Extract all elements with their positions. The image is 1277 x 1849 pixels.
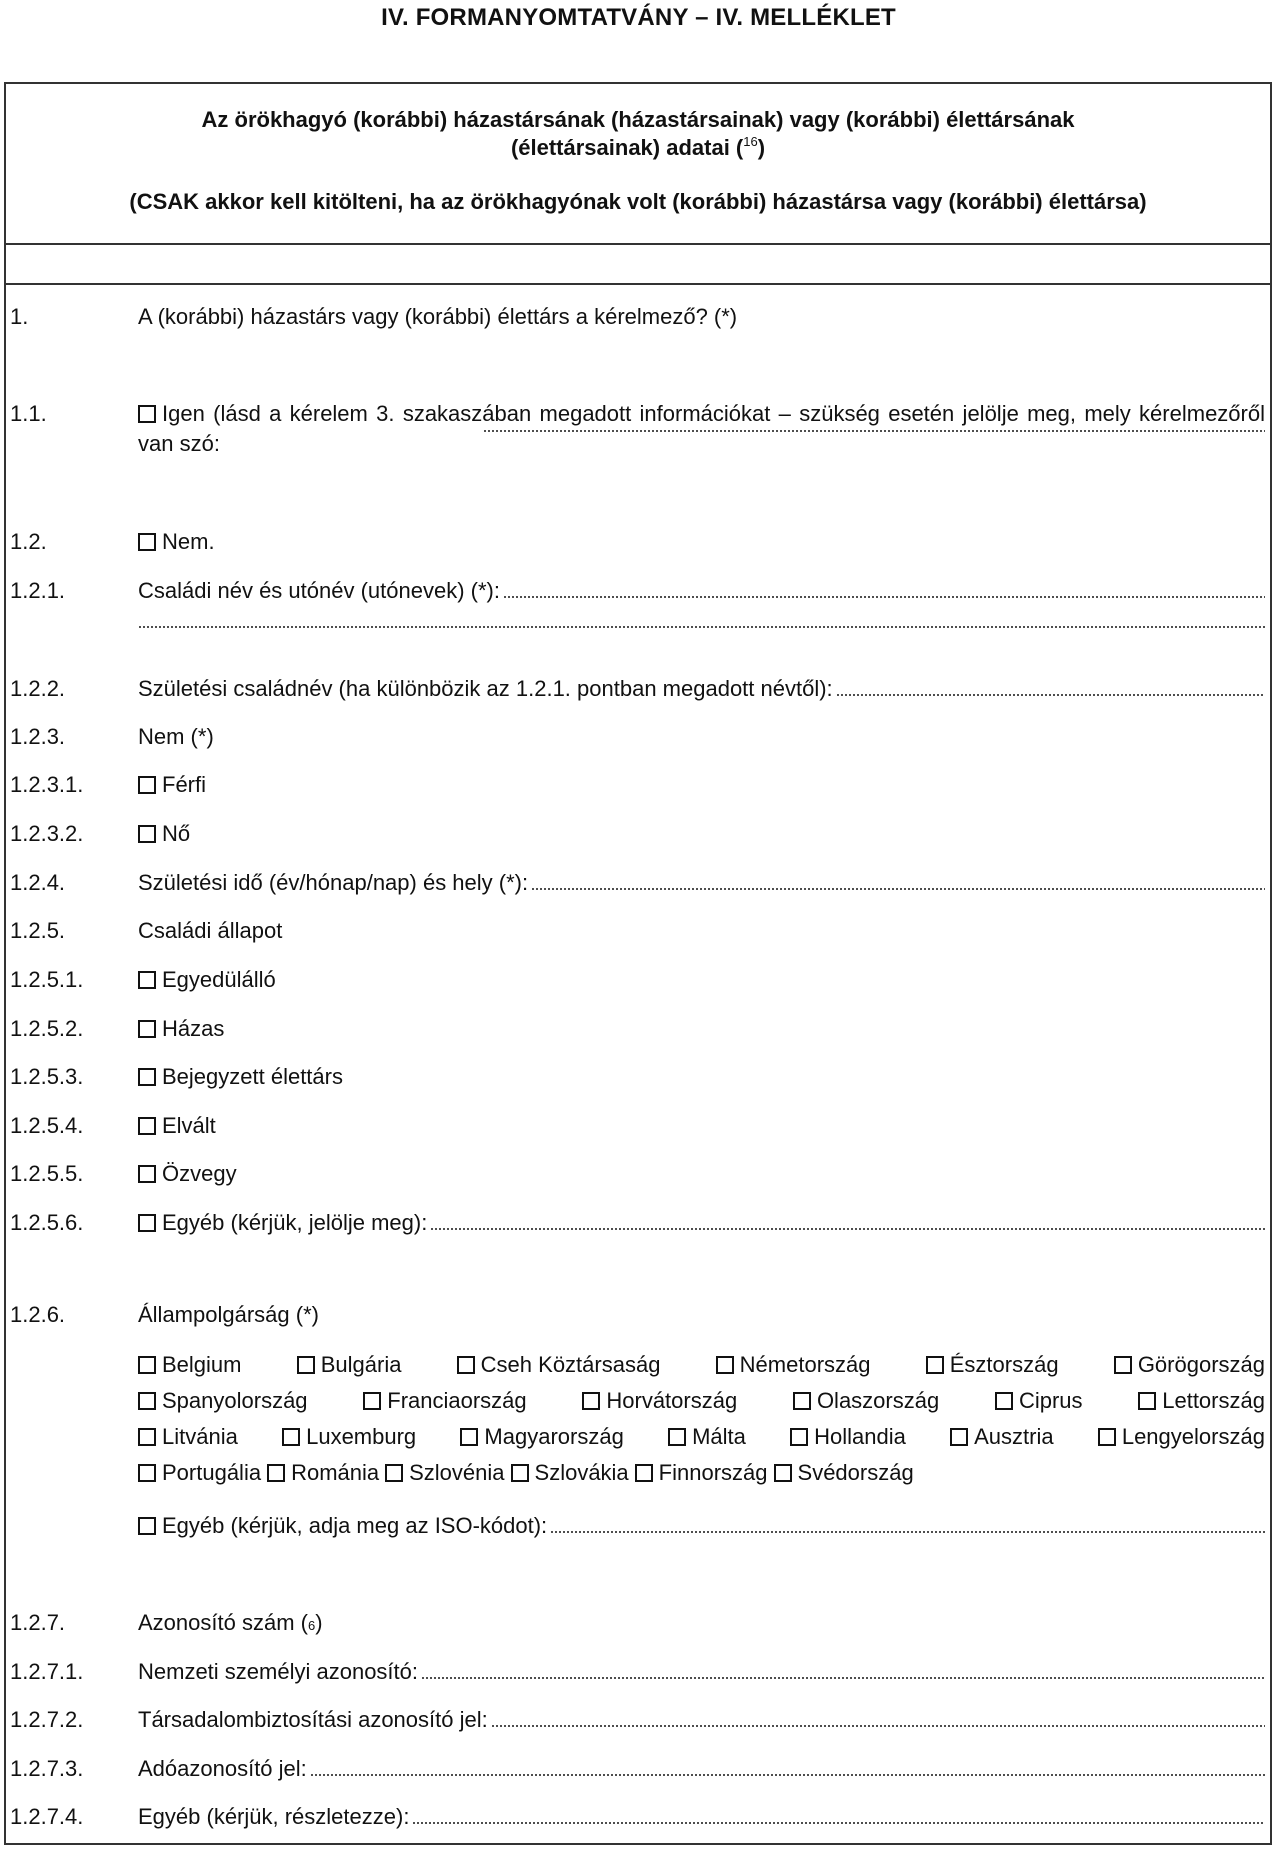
item-number: 1.2.5.4. [10,1113,84,1138]
country-row-1 [138,1349,1265,1381]
item-number: 1.2.7.4. [10,1804,84,1829]
item-label: Állampolgárság (*) [138,1302,319,1327]
country-label: Lengyelország [1121,1424,1265,1449]
item-number: 1.2.5.6. [10,1210,84,1235]
checkbox-male[interactable] [138,776,156,794]
item-number: 1.2.5.5. [10,1161,84,1186]
country-option [1114,1349,1265,1381]
country-row-3 [138,1421,1265,1453]
item-label: Elvált [162,1113,216,1138]
country-option [138,1457,261,1489]
divider [4,283,1272,285]
section-instruction: (CSAK akkor kell kitölteni, ha az örökhagyónak volt (korábbi) házastársa vagy (korábbi) élettársa) [129,189,1147,214]
item-label: A (korábbi) házastárs vagy (korábbi) élettárs a kérelmező? (*) [138,304,738,329]
fill-line-birth-name[interactable] [836,693,1265,697]
option-male [0,770,1277,800]
question-1-2-7-1 [0,1657,1277,1687]
item-number: 1.2.3. [10,724,66,749]
item-number: 1.2.3.2. [10,821,84,846]
option-single [0,965,1277,995]
checkbox-country[interactable] [385,1464,403,1482]
item-label: Házas [162,1016,225,1041]
checkbox-divorced[interactable] [138,1117,156,1135]
country-option [1138,1385,1265,1417]
country-option [926,1349,1059,1381]
country-option [457,1349,661,1381]
item-label: Egyéb (kérjük, jelölje meg): [162,1210,428,1235]
question-1-2 [0,527,1277,557]
country-option [790,1421,906,1453]
country-label: Észtország [949,1352,1059,1377]
country-option [282,1421,416,1453]
country-option [950,1421,1053,1453]
option-female [0,819,1277,849]
question-1-2-7-4 [0,1802,1277,1832]
item-number: 1.2. [10,529,47,554]
option-married [0,1014,1277,1044]
country-option [460,1421,623,1453]
checkbox-country[interactable] [138,1464,156,1482]
item-label: Bejegyzett élettárs [162,1064,343,1089]
country-label: Svédország [797,1460,914,1485]
question-1 [0,302,1277,332]
checkbox-married[interactable] [138,1020,156,1038]
country-label: Franciaország [387,1388,527,1413]
item-number: 1.2.2. [10,676,66,701]
country-option [363,1385,526,1417]
country-option [511,1457,629,1489]
checkbox-country[interactable] [716,1356,734,1374]
country-option [138,1349,241,1381]
item-label: Nő [162,821,191,846]
question-1-2-7: 1.2.7. Azonosító szám ( 6 ) [0,1608,1277,1638]
checkbox-country[interactable] [1098,1428,1116,1446]
item-number: 1.2.5.2. [10,1016,84,1041]
checkbox-country[interactable] [457,1356,475,1374]
item-label: Születési idő (év/hónap/nap) és hely (*): [138,870,529,895]
checkbox-country[interactable] [138,1392,156,1410]
option-widowed [0,1159,1277,1189]
checkbox-country[interactable] [138,1428,156,1446]
country-label: Málta [692,1424,746,1449]
item-label: Családi név és utónév (utónevek) (*): [138,578,500,603]
checkbox-other-nationality[interactable] [138,1517,156,1535]
fill-line-other-id[interactable] [412,1821,1265,1825]
country-label: Litvánia [162,1424,238,1449]
form-frame [4,82,1272,1845]
option-other-nationality [0,1511,1277,1541]
item-label: Társadalombiztosítási azonosító jel: [138,1707,488,1732]
item-label: Nem. [162,529,215,554]
fill-line-other-status[interactable] [430,1227,1265,1231]
question-1-2-7-2 [0,1705,1277,1735]
item-number: 1.2.3.1. [10,772,84,797]
country-label: Szlovénia [409,1460,505,1485]
country-label: Belgium [162,1352,242,1377]
fill-line-iso-code[interactable] [550,1530,1265,1534]
section-heading-line1: Az örökhagyó (korábbi) házastársának (házastársainak) vagy (korábbi) élettársának [201,107,1075,132]
country-option [716,1349,871,1381]
question-1-2-4 [0,868,1277,898]
item-number: 1.2.7.2. [10,1707,84,1732]
country-label: Olaszország [816,1388,940,1413]
country-option [995,1385,1083,1417]
item-number: 1.2.5.3. [10,1064,84,1089]
option-divorced [0,1111,1277,1141]
item-number: 1.2.5.1. [10,967,84,992]
checkbox-registered-partner[interactable] [138,1068,156,1086]
checkbox-country[interactable] [774,1464,792,1482]
checkbox-country[interactable] [995,1392,1013,1410]
country-option [385,1457,504,1489]
checkbox-country[interactable] [668,1428,686,1446]
country-row-4 [138,1457,1265,1489]
item-label: Nem (*) [138,724,214,749]
country-option [138,1385,308,1417]
checkbox-country[interactable] [582,1392,600,1410]
country-option [635,1457,768,1489]
item-label: Egyéb (kérjük, részletezze): [138,1804,410,1829]
fill-line-tax-id[interactable] [310,1773,1265,1777]
country-option [793,1385,939,1417]
country-label: Hollandia [814,1424,906,1449]
country-label: Románia [291,1460,380,1485]
section-heading-line2-text: (élettársainak) adatai ( [510,135,744,160]
checkbox-country[interactable] [635,1464,653,1482]
section-heading-line2 [4,134,1272,162]
question-1-2-2 [0,674,1277,704]
fill-line-applicant[interactable] [483,429,1265,433]
item-label-end: ) [315,1610,323,1635]
item-label: Adóazonosító jel: [138,1756,307,1781]
country-label: Németország [739,1352,871,1377]
item-label: Egyedülálló [162,967,276,992]
question-1-2-5 [0,916,1277,946]
checkbox-single[interactable] [138,971,156,989]
country-option [668,1421,746,1453]
checkbox-no[interactable] [138,533,156,551]
question-1-2-1-continuation [0,625,1277,655]
option-other-status [0,1208,1277,1238]
country-label: Horvátország [606,1388,738,1413]
question-1-2-6 [0,1300,1277,1330]
item-number: 1.2.6. [10,1302,66,1327]
item-number: 1.1. [10,401,47,426]
item-label: Születési családnév (ha különbözik az 1.2.1. pontban megadott névtől): [138,676,833,701]
country-label: Cseh Köztársaság [480,1352,661,1377]
checkbox-country[interactable] [282,1428,300,1446]
item-number: 1.2.7.1. [10,1659,84,1684]
country-option [774,1457,914,1489]
item-number: 1. [10,304,29,329]
fill-line-social-security-id[interactable] [491,1724,1265,1728]
divider [4,243,1272,245]
country-row-2 [138,1385,1265,1417]
item-number: 1.2.4. [10,870,66,895]
checkbox-country[interactable] [1138,1392,1156,1410]
option-registered-partner [0,1062,1277,1092]
country-option [297,1349,402,1381]
section-heading-line2-end: ) [757,135,766,160]
item-number: 1.2.5. [10,918,66,943]
country-label: Görögország [1137,1352,1265,1377]
checkbox-country[interactable] [511,1464,529,1482]
country-label: Spanyolország [162,1388,308,1413]
checkbox-country[interactable] [790,1428,808,1446]
checkbox-country[interactable] [793,1392,811,1410]
item-number: 1.2.7. [10,1610,66,1635]
country-label: Magyarország [484,1424,624,1449]
country-label: Luxemburg [306,1424,417,1449]
country-label: Lettország [1162,1388,1265,1413]
country-option [1098,1421,1265,1453]
country-label: Finnország [658,1460,768,1485]
item-label: Egyéb (kérjük, adja meg az ISO-kódot): [162,1513,548,1538]
item-label: Azonosító szám ( [138,1610,308,1635]
country-label: Ausztria [974,1424,1054,1449]
item-label: Családi állapot [138,918,283,943]
fill-line-national-id[interactable] [421,1676,1265,1680]
country-label: Portugália [162,1460,262,1485]
item-number: 1.2.7.3. [10,1756,84,1781]
country-label: Ciprus [1018,1388,1083,1413]
checkbox-yes[interactable] [138,405,156,423]
checkbox-country[interactable] [267,1464,285,1482]
country-label: Bulgária [320,1352,402,1377]
item-label: Nemzeti személyi azonosító: [138,1659,418,1684]
country-option [267,1457,379,1489]
checkbox-country[interactable] [950,1428,968,1446]
fill-line-name-2[interactable] [138,625,1265,629]
question-1-2-1 [0,576,1277,606]
item-number: 1.2.1. [10,578,66,603]
checkbox-country[interactable] [1114,1356,1132,1374]
question-1-2-3 [0,722,1277,752]
checkbox-country[interactable] [138,1356,156,1374]
country-option [138,1421,238,1453]
checkbox-widowed[interactable] [138,1165,156,1183]
checkbox-country[interactable] [926,1356,944,1374]
fill-line-birth-date-place[interactable] [531,887,1265,891]
country-option [582,1385,737,1417]
footnote-ref-16: 16 [743,134,758,149]
item-label: Igen (lásd a kérelem 3. szakaszában megadott információkat – szükség esetén jelölje meg, mely kérelmezőről van szó: [138,401,1265,456]
checkbox-country[interactable] [460,1428,478,1446]
page-title: IV. FORMANYOMTATVÁNY – IV. MELLÉKLET [381,4,896,31]
item-label: Férfi [162,772,206,797]
checkbox-female[interactable] [138,825,156,843]
checkbox-country[interactable] [297,1356,315,1374]
country-label: Szlovákia [534,1460,629,1485]
fill-line-name[interactable] [503,595,1265,599]
question-1-2-7-3 [0,1754,1277,1784]
item-label: Özvegy [162,1161,237,1186]
checkbox-country[interactable] [363,1392,381,1410]
option-yes-fill-row [0,429,1277,459]
checkbox-other-status[interactable] [138,1214,156,1232]
